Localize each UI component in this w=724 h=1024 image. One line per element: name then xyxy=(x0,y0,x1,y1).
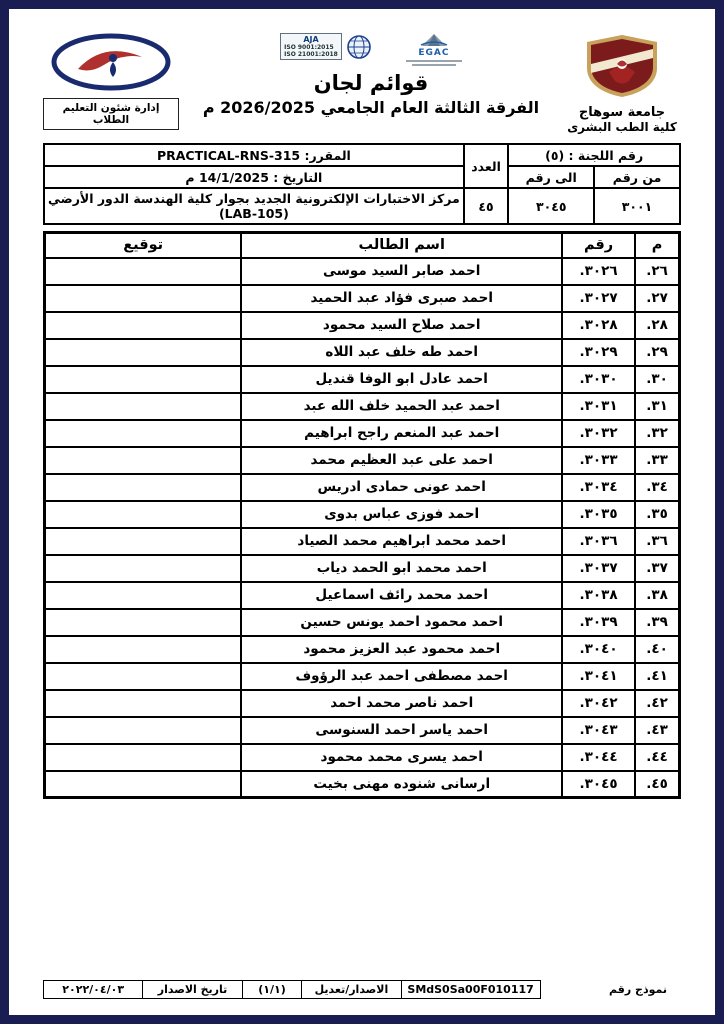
signature-cell xyxy=(45,744,242,771)
student-name-cell: احمد ياسر احمد السنوسى xyxy=(241,717,562,744)
table-row xyxy=(45,582,680,609)
serial-cell: ٣٨. xyxy=(635,582,679,609)
iso-line-1: ISO 9001:2015 xyxy=(284,44,334,51)
page-subtitle: الفرقة الثالثة العام الجامعي 2026/2025 م xyxy=(202,98,540,117)
aja-badge xyxy=(280,33,372,60)
student-name-cell: ارسانى شنوده مهنى بخيت xyxy=(241,771,562,798)
table-row xyxy=(45,717,680,744)
page-footer xyxy=(43,980,681,1001)
table-row xyxy=(45,393,680,420)
student-name-cell: احمد عبد المنعم راجح ابراهيم xyxy=(241,420,562,447)
number-cell: ٣٠٣٧. xyxy=(562,555,635,582)
serial-cell: ٣١. xyxy=(635,393,679,420)
serial-cell: ٤٥. xyxy=(635,771,679,798)
from-number-label: من رقم xyxy=(594,166,680,188)
student-name-cell: احمد محمود عبد العزيز محمود xyxy=(241,636,562,663)
version-label: الاصدار/تعديل xyxy=(302,981,401,999)
title-block xyxy=(179,33,563,117)
serial-cell: ٤٠. xyxy=(635,636,679,663)
table-row xyxy=(45,258,680,285)
signature-cell xyxy=(45,528,242,555)
certification-badges xyxy=(185,33,557,67)
signature-cell xyxy=(45,447,242,474)
committee-info-table xyxy=(43,143,681,225)
serial-cell: ٢٩. xyxy=(635,339,679,366)
signature-cell xyxy=(45,690,242,717)
issue-date-value: ٢٠٢٢/٠٤/٠٣ xyxy=(44,981,143,999)
number-cell: ٣٠٢٦. xyxy=(562,258,635,285)
student-name-cell: احمد محمود احمد يونس حسين xyxy=(241,609,562,636)
info-row-1 xyxy=(44,144,680,166)
student-name-cell: احمد فوزى عباس بدوى xyxy=(241,501,562,528)
university-logo-icon xyxy=(582,33,662,99)
number-cell: ٣٠٣٥. xyxy=(562,501,635,528)
serial-cell: ٤٤. xyxy=(635,744,679,771)
serial-cell: ٤١. xyxy=(635,663,679,690)
committee-number: رقم اللجنة : (٥) xyxy=(508,144,680,166)
header-student-name: اسم الطالب xyxy=(241,233,562,258)
student-name-cell: احمد عونى حمادى ادريس xyxy=(241,474,562,501)
signature-cell xyxy=(45,420,242,447)
university-block xyxy=(563,33,681,134)
egac-smalltext-bar xyxy=(412,64,456,66)
course-name: المقرر: PRACTICAL-RNS-315 xyxy=(44,144,464,166)
count-value: ٤٥ xyxy=(464,188,509,224)
student-name-cell: احمد عبد الحميد خلف الله عبد xyxy=(241,393,562,420)
number-cell: ٣٠٣٠. xyxy=(562,366,635,393)
aja-label: AJA xyxy=(303,35,319,44)
exam-date: التاريخ : 14/1/2025 م xyxy=(44,166,464,188)
table-row xyxy=(45,420,680,447)
table-row xyxy=(45,339,680,366)
student-name-cell: احمد صبرى فؤاد عبد الحميد xyxy=(241,285,562,312)
student-name-cell: احمد مصطفى احمد عبد الرؤوف xyxy=(241,663,562,690)
header-number: رقم xyxy=(562,233,635,258)
serial-cell: ٣٤. xyxy=(635,474,679,501)
serial-cell: ٢٦. xyxy=(635,258,679,285)
student-name-cell: احمد طه خلف عبد اللاه xyxy=(241,339,562,366)
egac-label: EGAC xyxy=(418,48,450,58)
serial-cell: ٤٢. xyxy=(635,690,679,717)
table-row xyxy=(45,690,680,717)
signature-cell xyxy=(45,474,242,501)
info-row-2 xyxy=(44,166,680,188)
serial-cell: ٣٠. xyxy=(635,366,679,393)
number-cell: ٣٠٣٢. xyxy=(562,420,635,447)
serial-cell: ٣٩. xyxy=(635,609,679,636)
footer-row xyxy=(44,981,541,999)
number-cell: ٣٠٢٨. xyxy=(562,312,635,339)
students-table-body xyxy=(45,258,680,798)
from-number-value: ٣٠٠١ xyxy=(594,188,680,224)
signature-cell xyxy=(45,636,242,663)
signature-cell xyxy=(45,258,242,285)
signature-cell xyxy=(45,609,242,636)
student-name-cell: احمد صلاح السيد محمود xyxy=(241,312,562,339)
serial-cell: ٢٨. xyxy=(635,312,679,339)
number-cell: ٣٠٢٩. xyxy=(562,339,635,366)
table-row xyxy=(45,744,680,771)
signature-cell xyxy=(45,717,242,744)
students-table xyxy=(43,231,681,799)
to-number-value: ٣٠٤٥ xyxy=(508,188,594,224)
serial-cell: ٣٣. xyxy=(635,447,679,474)
student-name-cell: احمد على عبد العظيم محمد xyxy=(241,447,562,474)
table-row xyxy=(45,555,680,582)
number-cell: ٣٠٤٤. xyxy=(562,744,635,771)
serial-cell: ٣٦. xyxy=(635,528,679,555)
number-cell: ٣٠٣٣. xyxy=(562,447,635,474)
signature-cell xyxy=(45,555,242,582)
egac-badge xyxy=(406,33,462,66)
table-row xyxy=(45,312,680,339)
info-row-3 xyxy=(44,188,680,224)
table-row xyxy=(45,609,680,636)
egac-smalltext-bar xyxy=(406,60,462,62)
table-row xyxy=(45,447,680,474)
signature-cell xyxy=(45,393,242,420)
table-row xyxy=(45,285,680,312)
table-row xyxy=(45,501,680,528)
signature-cell xyxy=(45,366,242,393)
student-name-cell: احمد يسرى محمد محمود xyxy=(241,744,562,771)
serial-cell: ٣٧. xyxy=(635,555,679,582)
serial-cell: ٣٢. xyxy=(635,420,679,447)
number-cell: ٣٠٤٠. xyxy=(562,636,635,663)
egac-pyramid-icon xyxy=(419,33,449,47)
page-title: قوائم لجان xyxy=(313,71,429,95)
number-cell: ٣٠٤١. xyxy=(562,663,635,690)
footer-table xyxy=(43,980,541,999)
signature-cell xyxy=(45,339,242,366)
number-cell: ٣٠٤٢. xyxy=(562,690,635,717)
signature-cell xyxy=(45,312,242,339)
administration-name-box: إدارة شئون التعليم الطلاب xyxy=(43,98,179,130)
student-name-cell: احمد صابر السيد موسى xyxy=(241,258,562,285)
signature-cell xyxy=(45,501,242,528)
table-row xyxy=(45,528,680,555)
number-cell: ٣٠٤٣. xyxy=(562,717,635,744)
number-cell: ٣٠٣٩. xyxy=(562,609,635,636)
to-number-label: الى رقم xyxy=(508,166,594,188)
university-name: جامعة سوهاج xyxy=(578,105,666,120)
table-row xyxy=(45,771,680,798)
count-label: العدد xyxy=(464,144,509,188)
aja-globe-icon xyxy=(346,34,372,60)
iso-line-2: ISO 21001:2018 xyxy=(284,51,338,58)
student-name-cell: احمد محمد ابراهيم محمد الصياد xyxy=(241,528,562,555)
table-row xyxy=(45,474,680,501)
number-cell: ٣٠٣٦. xyxy=(562,528,635,555)
signature-cell xyxy=(45,285,242,312)
number-cell: ٣٠٣٤. xyxy=(562,474,635,501)
serial-cell: ٣٥. xyxy=(635,501,679,528)
table-row xyxy=(45,636,680,663)
student-name-cell: احمد محمد ابو الحمد دياب xyxy=(241,555,562,582)
serial-cell: ٤٣. xyxy=(635,717,679,744)
header-serial: م xyxy=(635,233,679,258)
administration-block xyxy=(43,33,179,130)
signature-cell xyxy=(45,582,242,609)
version-value: (١/١) xyxy=(242,981,302,999)
faculty-name: كلية الطب البشرى xyxy=(567,120,677,134)
number-cell: ٣٠٢٧. xyxy=(562,285,635,312)
students-table-header-row xyxy=(45,233,680,258)
form-number-label: نموذج رقم xyxy=(609,983,667,996)
student-name-cell: احمد محمد رائف اسماعيل xyxy=(241,582,562,609)
number-cell: ٣٠٣١. xyxy=(562,393,635,420)
administration-logo-icon xyxy=(50,33,172,91)
student-name-cell: احمد عادل ابو الوفا قنديل xyxy=(241,366,562,393)
header-signature: توقيع xyxy=(45,233,242,258)
exam-location: مركز الاختبارات الإلكترونية الجديد بجوار كلية الهندسة الدور الأرضي (LAB-105) xyxy=(44,188,464,224)
signature-cell xyxy=(45,771,242,798)
student-name-cell: احمد ناصر محمد احمد xyxy=(241,690,562,717)
number-cell: ٣٠٣٨. xyxy=(562,582,635,609)
signature-cell xyxy=(45,663,242,690)
table-row xyxy=(45,663,680,690)
form-code: SMdS0Sa00F010117 xyxy=(401,981,540,999)
serial-cell: ٢٧. xyxy=(635,285,679,312)
table-row xyxy=(45,366,680,393)
number-cell: ٣٠٤٥. xyxy=(562,771,635,798)
aja-iso-box xyxy=(280,33,342,60)
page-header xyxy=(43,33,681,134)
issue-date-label: تاريخ الاصدار xyxy=(143,981,242,999)
